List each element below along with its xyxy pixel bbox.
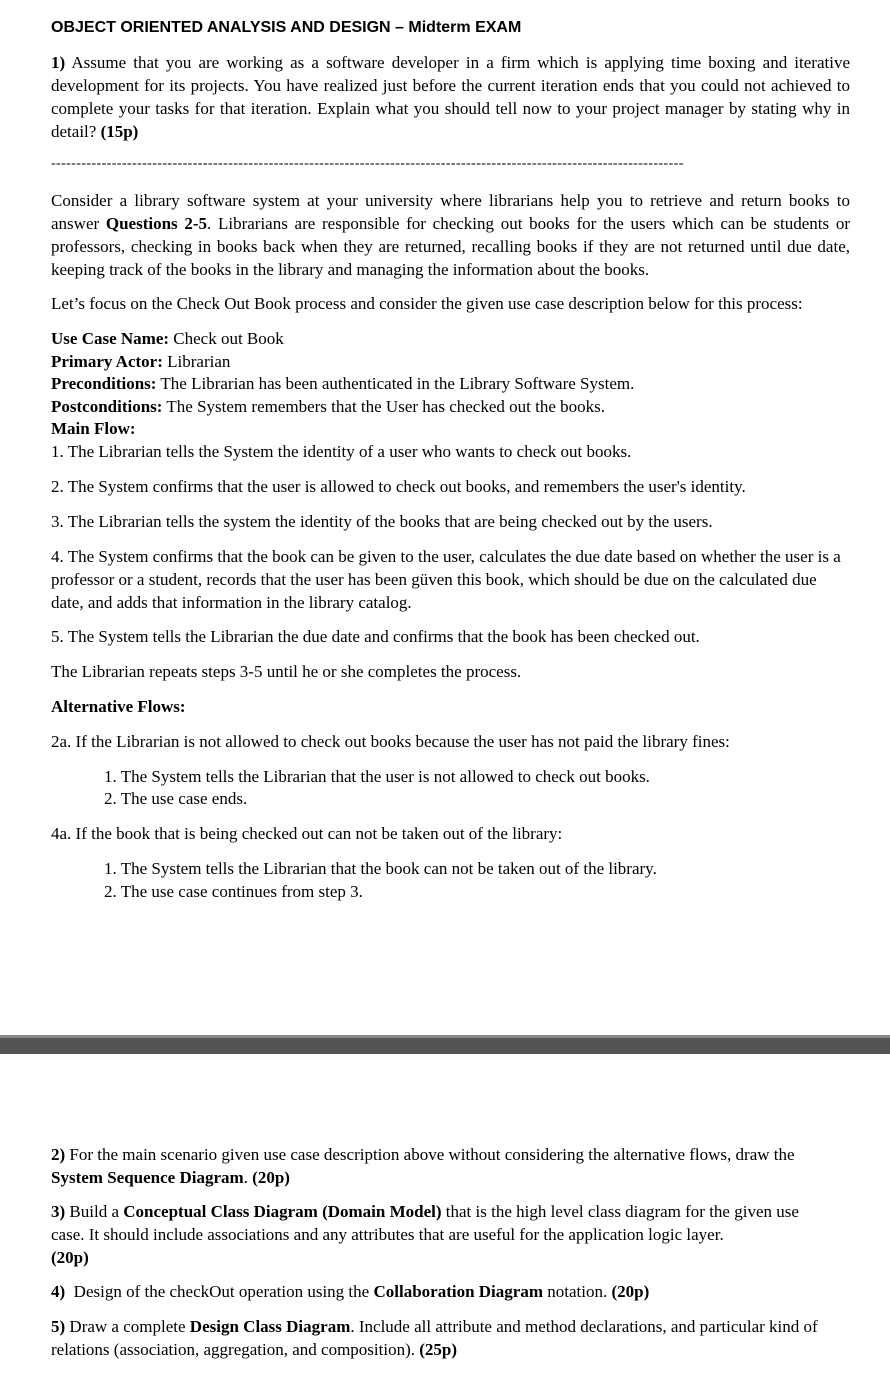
separator-line: ----------------------------------------------------------------------------------------------------------------------------- xyxy=(51,157,684,171)
repeat-note: The Librarian repeats steps 3-5 until he or she completes the process. xyxy=(51,662,522,681)
main-flow-step: 2. The System confirms that the user is allowed to check out books, and remembers the user's identity. xyxy=(51,477,746,496)
question-emphasis: Design Class Diagram xyxy=(189,1317,351,1336)
question-emphasis: Conceptual Class Diagram (Domain Model) xyxy=(123,1202,442,1221)
question-3 xyxy=(51,1200,836,1269)
question-emphasis: Collaboration Diagram xyxy=(373,1282,543,1301)
question-number: 3) xyxy=(51,1202,66,1221)
alt-flow-item: 1. The System tells the Librarian that the book can not be taken out of the library. xyxy=(104,859,657,878)
main-flow-label xyxy=(51,417,136,440)
value: The System remembers that the User has checked out the books. xyxy=(162,397,605,416)
question-number: 2) xyxy=(51,1145,66,1164)
question-points: (25p) xyxy=(419,1340,458,1359)
question-text: Draw a complete xyxy=(65,1317,190,1336)
primary-actor xyxy=(51,350,230,373)
value: Librarian xyxy=(162,352,231,371)
label: Preconditions: xyxy=(51,374,157,393)
focus-line: Let’s focus on the Check Out Book process and consider the given use case description below for this process: xyxy=(51,294,803,313)
question-text: Design of the checkOut operation using the xyxy=(65,1282,374,1301)
question-points: (15p) xyxy=(100,122,139,141)
page-break-band xyxy=(0,1035,890,1054)
alt-flow-item: 1. The System tells the Librarian that the user is not allowed to check out books. xyxy=(104,767,650,786)
question-4 xyxy=(51,1280,649,1303)
alt-flow-2a-heading: 2a. If the Librarian is not allowed to check out books because the user has not paid the library fines: xyxy=(51,732,730,751)
question-text-after: notation. xyxy=(543,1282,612,1301)
question-text: Build a xyxy=(65,1202,124,1221)
value: Check out Book xyxy=(169,329,284,348)
question-points: (20p) xyxy=(611,1282,650,1301)
page-title: OBJECT ORIENTED ANALYSIS AND DESIGN – Midterm EXAM xyxy=(51,19,522,36)
question-number: 1) xyxy=(51,53,66,72)
question-points: (20p) xyxy=(252,1168,290,1187)
main-flow-step: 4. The System confirms that the book can be given to the user, calculates the due date based on whether the user is a professor or a student, records that the user has been güven this book, which should be due on the calculated due date, and adds that information in the library catalog. xyxy=(51,547,841,612)
preconditions xyxy=(51,372,634,395)
alternative-flows-label xyxy=(51,695,186,718)
question-text-after: that is the high level class diagram for the given use case. It should include associations and any attributes that are useful for the application logic layer. xyxy=(51,1202,799,1244)
intro-text-after: . Librarians are responsible for checking out books for the users which can be students or professors, checking in books back when they are returned, recalling books if they are not returned until due date, keeping track of the books in the library and managing the information about the books. xyxy=(51,214,850,279)
question-text-after: . Include all attribute and method declarations, and particular kind of relations (association, aggregation, and composition). xyxy=(51,1317,818,1359)
question-5 xyxy=(51,1315,841,1361)
label: Use Case Name: xyxy=(51,329,170,348)
use-case-name xyxy=(51,327,284,350)
alt-flow-item: 2. The use case ends. xyxy=(104,789,248,808)
question-text: For the main scenario given use case description above without considering the alternative flows, draw the xyxy=(65,1145,795,1164)
intro-paragraph xyxy=(51,189,850,281)
question-number: 5) xyxy=(51,1317,66,1336)
question-text-after: . xyxy=(243,1168,253,1187)
label: Postconditions: xyxy=(51,397,163,416)
question-2 xyxy=(51,1143,841,1189)
label: Main Flow: xyxy=(51,419,136,438)
intro-text: Consider a library software system at your university where librarians help you to retrieve and return books to answer xyxy=(51,191,850,233)
main-flow-step: 5. The System tells the Librarian the due date and confirms that the book has been checked out. xyxy=(51,627,700,646)
question-1 xyxy=(51,51,850,143)
alt-flow-item: 2. The use case continues from step 3. xyxy=(104,882,363,901)
questions-ref: Questions 2-5 xyxy=(105,214,208,233)
question-text: Assume that you are working as a software developer in a firm which is applying time boxing and iterative development for its projects. You have realized just before the current iteration ends that you could not achieved to complete your tasks for that iteration. Explain what you should tell now to your project manager by stating why in detail? xyxy=(51,53,851,141)
alt-flow-4a-heading: 4a. If the book that is being checked out can not be taken out of the library: xyxy=(51,824,563,843)
label: Primary Actor: xyxy=(51,352,163,371)
main-flow-step: 1. The Librarian tells the System the identity of a user who wants to check out books. xyxy=(51,442,632,461)
question-number: 4) xyxy=(51,1282,66,1301)
question-points: (20p) xyxy=(51,1248,89,1267)
value: The Librarian has been authenticated in the Library Software System. xyxy=(156,374,635,393)
postconditions xyxy=(51,395,605,418)
question-emphasis: System Sequence Diagram xyxy=(51,1168,244,1187)
main-flow-step: 3. The Librarian tells the system the identity of the books that are being checked out by the users. xyxy=(51,512,713,531)
label: Alternative Flows: xyxy=(51,697,186,716)
